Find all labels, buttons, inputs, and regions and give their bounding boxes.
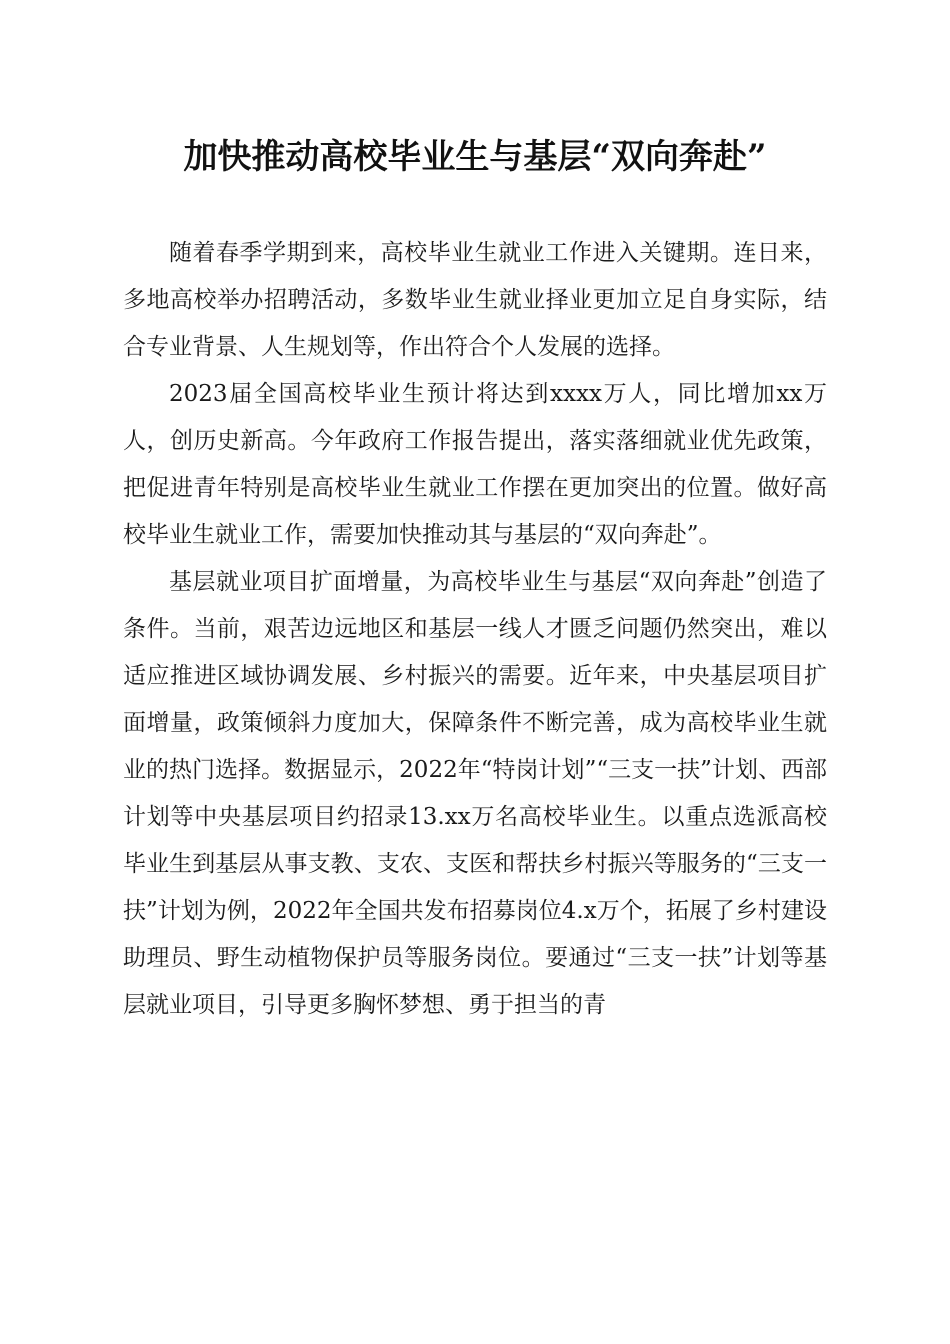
paragraph-2: 2023届全国高校毕业生预计将达到xxxx万人，同比增加xx万人，创历史新高。今年政府工作报告提出，落实落细就业优先政策，把促进青年特别是高校毕业生就业工作摆在更加突出的位置。做好高校毕业生就业工作，需要加快推动其与基层的“双向奔赴”。 [123,381,827,548]
paragraph-1: 随着春季学期到来，高校毕业生就业工作进入关键期。连日来，多地高校举办招聘活动，多数毕业生就业择业更加立足自身实际，结合专业背景、人生规划等，作出符合个人发展的选择。 [123,240,827,360]
document-body [123,230,827,1029]
document-title: 加快推动高校毕业生与基层“双向奔赴” [183,137,767,177]
paragraph-3: 基层就业项目扩面增量，为高校毕业生与基层“双向奔赴”创造了条件。当前，艰苦边远地区和基层一线人才匮乏问题仍然突出，难以适应推进区域协调发展、乡村振兴的需要。近年来，中央基层项目扩面增量，政策倾斜力度加大，保障条件不断完善，成为高校毕业生就业的热门选择。数据显示，2022年“特岗计划”“三支一扶”计划、西部计划等中央基层项目约招录13.xx万名高校毕业生。以重点选派高校毕业生到基层从事支教、支农、支医和帮扶乡村振兴等服务的“三支一扶”计划为例，2022年全国共发布招募岗位4.x万个，拓展了乡村建设助理员、野生动植物保护员等服务岗位。要通过“三支一扶”计划等基层就业项目，引导更多胸怀梦想、勇于担当的青 [123,569,827,1018]
